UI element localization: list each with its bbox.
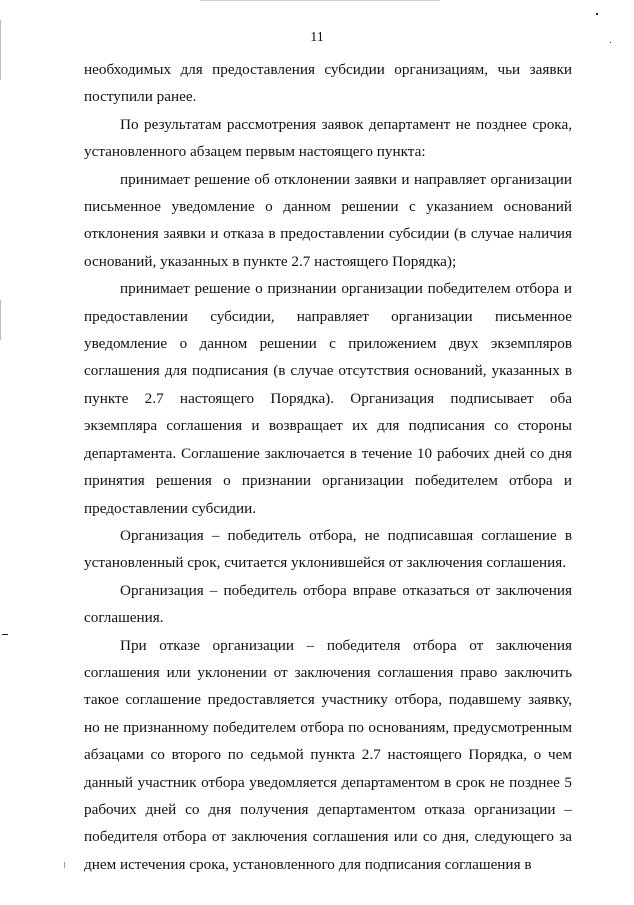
- paragraph: необходимых для предоставления субсидии организациям, чьи заявки поступили ранее.: [84, 61, 572, 106]
- body-text: [84, 56, 572, 878]
- scan-left-tick: [2, 634, 8, 635]
- scan-dot: [596, 13, 598, 15]
- scan-dot: [64, 862, 65, 868]
- paragraph: Организация – победитель отбора, не подписавшая соглашение в установленный срок, считается уклонившейся от заключения соглашения.: [84, 526, 572, 572]
- scan-left-edge-mark: [0, 20, 1, 80]
- paragraph: принимает решение об отклонении заявки и направляет организации письменное уведомление о данном решении с указанием оснований отклонения заявки и отказа в предоставлении субсидии (в случае наличия оснований, указанных в пункте 2.7 настоящего Порядка);: [84, 170, 572, 270]
- page-number: 11: [310, 30, 324, 45]
- paragraph: Организация – победитель отбора вправе отказаться от заключения соглашения.: [84, 581, 572, 627]
- scan-top-edge: [200, 0, 440, 1]
- paragraph: При отказе организации – победителя отбора от заключения соглашения или уклонении от заключения соглашения право заключить такое соглашение предоставляется участнику отбора, подавшему заявку, но не признанному победителем отбора по основаниям, предусмотренным абзацами со второго по седьмой пункта 2.7 настоящего Порядка, о чем данный участник отбора уведомляется департаментом в срок не позднее 5 рабочих дней со дня получения департаментом отказа организации – победителя отбора от заключения соглашения или со дня, следующего за днем истечения срока, установленного для подписания соглашения в: [84, 636, 572, 873]
- scan-left-edge-mark: [0, 300, 1, 340]
- paragraph: По результатам рассмотрения заявок департамент не позднее срока, установленного абзацем первым настоящего пункта:: [84, 115, 572, 161]
- paragraph: принимает решение о признании организации победителем отбора и предоставлении субсидии, направляет организации письменное уведомление о данном решении с приложением двух экземпляров соглашения для подписания (в случае отсутствия оснований, указанных в пункте 2.7 настоящего Порядка). Организация подписывает оба экземпляра соглашения и возвращает их для подписания со стороны департамента. Соглашение заключается в течение 10 рабочих дней со дня принятия решения о признании организации победителем отбора и предоставлении субсидии.: [84, 280, 572, 517]
